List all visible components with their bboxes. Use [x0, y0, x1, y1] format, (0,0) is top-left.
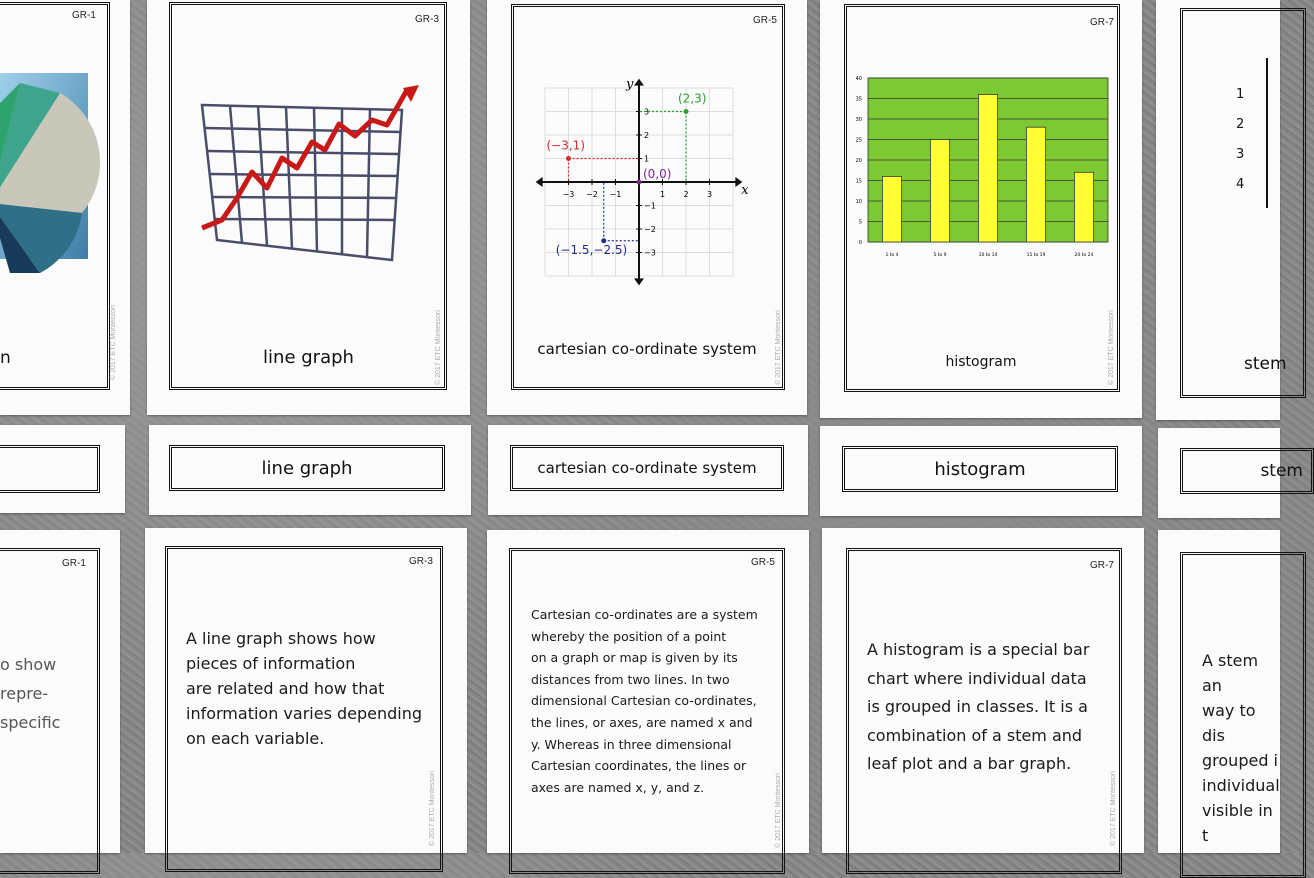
y-tick-label: 5	[858, 219, 862, 226]
x-tick-label: 2	[683, 190, 689, 199]
copyright-text: © 2017 ETC Montessori	[110, 305, 117, 380]
x-tick-label: 3	[706, 190, 713, 199]
histogram-bar	[978, 94, 997, 242]
y-tick-label: 0	[858, 240, 862, 246]
definition-card-gr3	[145, 528, 467, 853]
card-caption: stem	[1244, 354, 1287, 374]
line-graph-illustration	[197, 80, 437, 280]
label-card-gr7	[820, 426, 1142, 516]
card-caption: cartesian co-ordinate system	[537, 340, 757, 358]
card-code: GR-7	[1090, 17, 1114, 28]
y-tick-label: 30	[855, 117, 862, 123]
plotted-point	[637, 180, 642, 185]
y-tick-label: 20	[855, 158, 862, 164]
y-tick-label: 35	[855, 96, 862, 103]
y-tick-label: 25	[855, 137, 862, 144]
definition-text: A histogram is a special bar chart where individual data is grouped in classes. It is a combination of a stem and leaf plot and a bar graph.	[867, 640, 1090, 773]
copyright-text: © 2017 ETC Montessori	[775, 310, 782, 385]
definition-text: Cartesian co-ordinates are a system whereby the position of a point on a graph or map is given by its distances from two lines. In two dimensional Cartesian co-ordinates, the lines, or axes, are named x and y. Whereas in three dimensional Cartesian coordinates, the lines or axes are named x, y, and z.	[531, 607, 758, 795]
definition-card-gr9	[1158, 530, 1280, 853]
card-caption: n	[0, 348, 11, 368]
stem-number: 3	[1236, 147, 1245, 162]
x-tick-label: 20 to 24	[1074, 253, 1094, 258]
point-label: (−3,1)	[546, 138, 586, 153]
pie-chart-photo	[0, 73, 88, 259]
card-code: GR-7	[1090, 560, 1114, 571]
definition-text: A line graph shows how pieces of information are related and how that information varies depending on each variable.	[186, 629, 423, 748]
y-tick-label: 1	[644, 154, 650, 164]
x-axis-label: x	[741, 183, 749, 198]
label-card-gr9	[1158, 428, 1303, 518]
y-arrow-icon	[634, 278, 644, 285]
copyright-text: © 2017 ETC Montessori	[429, 771, 436, 846]
card-caption: line graph	[263, 347, 354, 368]
plotted-point	[566, 156, 571, 161]
x-tick-label: −1	[609, 190, 622, 199]
label-frame: cartesian co-ordinate system	[510, 445, 784, 491]
label-frame: stem	[1180, 448, 1314, 494]
x-tick-label: 5 to 9	[933, 253, 947, 258]
y-tick-label: 10	[855, 199, 862, 205]
card-code: GR-5	[751, 557, 775, 568]
picture-card-gr3	[147, 0, 470, 415]
label-card-gr1	[0, 425, 125, 513]
card-code: GR-5	[753, 15, 777, 26]
label-frame	[0, 445, 100, 493]
y-tick-label: 2	[644, 131, 650, 140]
stem-number: 4	[1236, 177, 1245, 192]
picture-card-gr1	[0, 0, 130, 415]
histogram-bar	[1074, 172, 1093, 242]
copyright-text: © 2017 ETC Montessori	[435, 310, 442, 385]
y-tick-label: −1	[644, 201, 656, 211]
copyright-text: © 2017 ETC Montessori	[1108, 310, 1115, 385]
picture-card-gr5	[487, 0, 807, 415]
label-frame: line graph	[169, 445, 445, 491]
y-tick-label: −2	[644, 225, 656, 234]
card-code: GR-1	[72, 10, 96, 21]
y-arrow-icon	[634, 79, 644, 86]
copyright-text: © 2017 ETC Montessori	[775, 773, 782, 848]
picture-card-gr7	[820, 0, 1142, 418]
stem-number: 1	[1236, 87, 1245, 102]
histogram-bar	[1026, 127, 1045, 242]
y-tick-label: −3	[644, 248, 656, 258]
y-tick-label: 3	[644, 107, 650, 117]
stem-number: 2	[1236, 117, 1245, 132]
stem-number-list	[1236, 80, 1266, 200]
histogram-bar	[930, 140, 949, 243]
card-code: GR-3	[409, 556, 433, 567]
stem-divider	[1266, 58, 1268, 208]
x-tick-label: −3	[562, 190, 575, 199]
label-card-gr3	[149, 425, 471, 515]
definition-text: A stem an way to dis grouped i individual visible in t	[1202, 651, 1280, 845]
label-frame: histogram	[842, 446, 1118, 492]
card-code: GR-1	[62, 558, 86, 569]
histogram-bar	[882, 176, 901, 242]
picture-card-gr9	[1156, 0, 1287, 420]
x-tick-label: −2	[586, 190, 598, 199]
point-label: (−1.5,−2.5)	[555, 242, 628, 257]
definition-text: o show repre- specific	[0, 655, 61, 732]
copyright-text: © 2017 ETC Montessori	[1110, 771, 1117, 846]
point-label: (0,0)	[643, 167, 672, 181]
label-card-gr5	[488, 425, 808, 515]
card-frame	[1180, 8, 1306, 398]
card-caption: histogram	[945, 354, 1017, 370]
y-axis-label: y	[626, 77, 634, 92]
x-tick-label: 10 to 14	[978, 253, 998, 258]
y-tick-label: 40	[855, 76, 862, 82]
definition-card-gr7	[822, 528, 1144, 853]
x-tick-label: 15 to 19	[1026, 253, 1046, 258]
definition-card-gr1	[0, 530, 120, 853]
cartesian-diagram	[542, 75, 762, 285]
definition-card-gr5	[487, 530, 809, 853]
card-code: GR-3	[415, 14, 439, 25]
point-label: (2,3)	[678, 91, 707, 106]
x-tick-label: 1	[659, 190, 666, 199]
plotted-point	[684, 109, 689, 114]
histogram-chart	[840, 72, 1115, 262]
y-tick-label: 15	[855, 178, 862, 185]
x-tick-label: 1 to 4	[885, 253, 899, 258]
